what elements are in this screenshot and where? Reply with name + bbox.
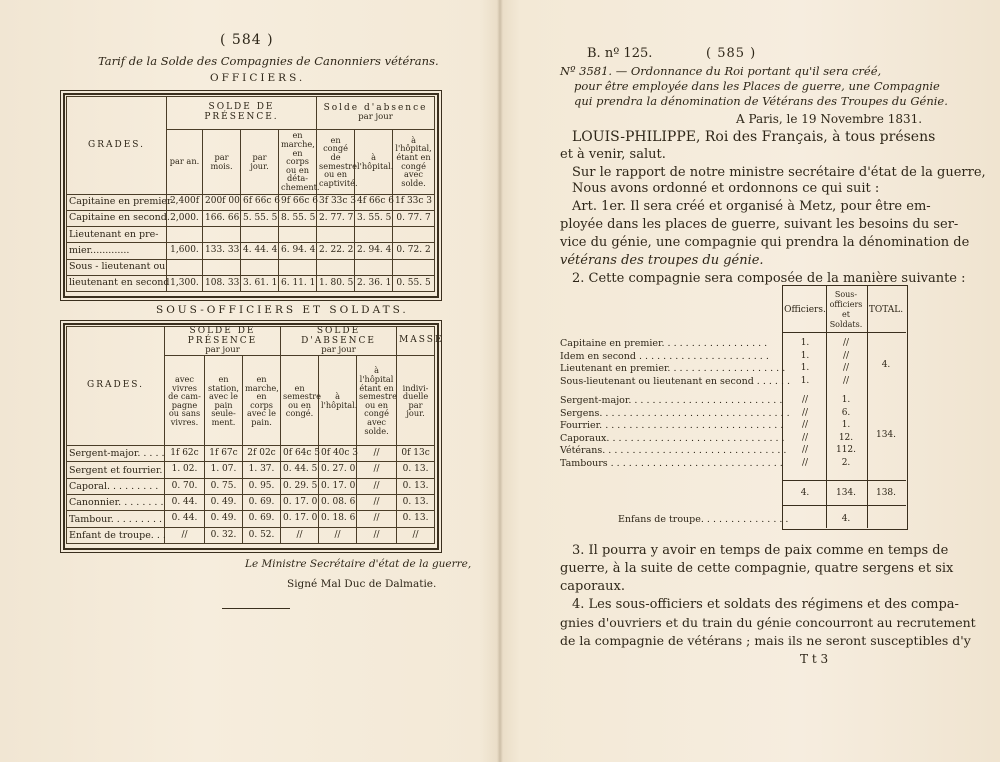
composition-sous-value: // bbox=[842, 375, 850, 386]
officer-cell-hopital: 2. 36. 1 bbox=[355, 275, 393, 291]
officer-cell-grade: Lieutenant en pre- bbox=[67, 227, 167, 243]
composition-total-rule bbox=[782, 480, 906, 481]
composition-label: Lieutenant en premier. . . . . . . . . . . . . . . . . . . . bbox=[560, 363, 786, 374]
soldier-cell-hopital: 0. 27. 0 bbox=[319, 462, 357, 478]
composition-sum-rule bbox=[782, 505, 906, 506]
sub-marche: en marche, en corps ou en déta-chement. bbox=[279, 129, 317, 194]
soldier-cell-marche: 0. 52. bbox=[243, 527, 281, 543]
officer-cell-mois bbox=[203, 227, 241, 243]
ordonnance-date: A Paris, le 19 Novembre 1831. bbox=[736, 112, 923, 126]
officers-heading: OFFICIERS. bbox=[210, 72, 306, 84]
soldier-cell-hopital: 0. 17. 0 bbox=[319, 478, 357, 494]
body-line-6: ployée dans les places de guerre, suivant les besoins du ser- bbox=[560, 217, 959, 232]
group-presence-soldiers-title: SOLDE DE PRÉSENCE bbox=[187, 326, 258, 346]
officer-cell-hopconge bbox=[393, 259, 435, 275]
officer-cell-hopital: 2. 94. 4 bbox=[355, 243, 393, 259]
composition-officiers-value: 1. bbox=[800, 363, 810, 373]
sub-station: en station, avec le pain seule-ment. bbox=[205, 356, 243, 446]
soldier-row bbox=[67, 462, 435, 478]
officer-cell-hopconge: 0. 77. 7 bbox=[393, 210, 435, 226]
officer-cell-hopconge: 1f 33c 3 bbox=[393, 194, 435, 210]
sub-conge-soldiers: en semestre ou en congé. bbox=[281, 356, 319, 446]
composition-label: Tambours . . . . . . . . . . . . . . . . . . . . . . . . . . . . . bbox=[560, 457, 783, 469]
soldier-cell-station: 0. 32. bbox=[205, 527, 243, 543]
group-absence-sub: par jour bbox=[358, 112, 393, 122]
soldier-cell-masse: 0. 13. bbox=[397, 511, 435, 527]
composition-label: Vétérans. . . . . . . . . . . . . . . . . . . . . . . . . . . . . . . bbox=[560, 445, 787, 456]
soldier-cell-grade: Enfant de troupe. . . bbox=[67, 527, 165, 543]
officer-cell-marche: 6. 94. 4 bbox=[279, 243, 317, 259]
officer-cell-mois: 133. 33 bbox=[203, 243, 241, 259]
officer-cell-an: 1,300. bbox=[167, 275, 203, 291]
officer-cell-conge: 2. 22. 2 bbox=[317, 243, 355, 259]
sum-total: 138. bbox=[875, 488, 897, 498]
composition-officiers-value: // bbox=[801, 407, 809, 418]
body-line-1: LOUIS-PHILIPPE, Roi des Français, à tous présens bbox=[572, 129, 936, 145]
body-line-2: et à venir, salut. bbox=[560, 147, 666, 162]
officer-cell-mois: 166. 66 bbox=[203, 210, 241, 226]
signature-minister: Le Ministre Secrétaire d'état de la guerre, bbox=[245, 558, 472, 570]
soldier-cell-station: 1. 07. bbox=[205, 462, 243, 478]
soldier-total: 134. bbox=[875, 430, 897, 440]
officer-cell-grade: Capitaine en premier bbox=[67, 194, 167, 210]
officer-row bbox=[67, 194, 435, 210]
officer-cell-hopital bbox=[355, 227, 393, 243]
soldier-cell-grade: Caporal. . . . . . . . . bbox=[67, 478, 165, 494]
officer-cell-grade: Sous - lieutenant ou bbox=[67, 259, 167, 275]
soldier-cell-vivres: 0. 44. bbox=[165, 511, 205, 527]
officer-cell-hopconge: 0. 55. 5 bbox=[393, 275, 435, 291]
body-line-9: 2. Cette compagnie sera composée de la manière suivante : bbox=[572, 271, 966, 286]
officer-cell-jour: 3. 61. 1 bbox=[241, 275, 279, 291]
soldier-cell-marche: 0. 95. bbox=[243, 478, 281, 494]
soldier-cell-hopconge: // bbox=[357, 446, 397, 462]
soldier-cell-conge: 0. 44. 5 bbox=[281, 462, 319, 478]
officer-cell-marche bbox=[279, 227, 317, 243]
enfants-value: 4. bbox=[841, 514, 851, 524]
tariff-title: Tarif de la Solde des Compagnies de Canonniers vétérans. bbox=[98, 54, 439, 68]
sub-mois: par mois. bbox=[203, 129, 241, 194]
enfants-label: Enfans de troupe. . . . . . . . . . . . . . . bbox=[618, 514, 789, 525]
officer-cell-conge: 2. 77. 7 bbox=[317, 210, 355, 226]
soldier-cell-hopital: 0. 08. 6 bbox=[319, 495, 357, 511]
soldier-cell-grade: Sergent et fourrier. bbox=[67, 462, 165, 478]
officer-cell-jour bbox=[241, 259, 279, 275]
composition-sous-value: 112. bbox=[835, 445, 857, 455]
composition-label: Fourrier. . . . . . . . . . . . . . . . . . . . . . . . . . . . . . . bbox=[560, 420, 784, 431]
soldier-row bbox=[67, 527, 435, 543]
sub-an: par an. bbox=[167, 129, 203, 194]
tail-line-5: gnies d'ouvriers et du train du génie concourront au recrutement bbox=[560, 615, 976, 630]
soldier-cell-station: 1f 67c bbox=[205, 446, 243, 462]
officer-cell-an: 2,400f bbox=[167, 194, 203, 210]
officer-cell-jour: 5. 55. 5 bbox=[241, 210, 279, 226]
soldier-cell-station: 0. 75. bbox=[205, 478, 243, 494]
soldier-cell-hopital: 0. 18. 6 bbox=[319, 511, 357, 527]
body-line-5: Art. 1er. Il sera créé et organisé à Metz, pour être em- bbox=[572, 199, 931, 214]
soldier-cell-hopconge: // bbox=[357, 478, 397, 494]
signature-name: Signé Mal Duc de Dalmatie. bbox=[287, 578, 437, 590]
tail-line-2: guerre, à la suite de cette compagnie, quatre sergens et six bbox=[560, 561, 954, 576]
sub-jour: par jour. bbox=[241, 129, 279, 194]
sub-masse: indivi-duelle par jour. bbox=[397, 356, 435, 446]
group-presence: SOLDE DE PRÉSENCE. bbox=[167, 97, 317, 130]
group-presence-soldiers-sub: par jour bbox=[205, 345, 240, 356]
soldier-cell-vivres: // bbox=[165, 527, 205, 543]
col-officiers: Officiers. bbox=[784, 305, 826, 315]
sub-hopital-conge: à l'hôpital, étant en congé avec solde. bbox=[393, 129, 435, 194]
composition-label: Sergent-major. . . . . . . . . . . . . . . . . . . . . . . . . . bbox=[560, 395, 783, 406]
composition-officiers-value: // bbox=[801, 395, 809, 405]
officer-row bbox=[67, 227, 435, 243]
officer-cell-conge bbox=[317, 259, 355, 275]
body-line-3: Sur le rapport de notre ministre secrétaire d'état de la guerre, bbox=[572, 165, 986, 180]
composition-sous-value: // bbox=[842, 338, 850, 348]
officer-cell-jour: 4. 44. 4 bbox=[241, 243, 279, 259]
soldier-cell-marche: 0. 69. bbox=[243, 495, 281, 511]
sub-hopital-soldiers: à l'hôpital. bbox=[319, 356, 357, 446]
tail-line-1: 3. Il pourra y avoir en temps de paix comme en temps de bbox=[572, 543, 949, 558]
officer-cell-marche: 9f 66c 6 bbox=[279, 194, 317, 210]
soldier-row bbox=[67, 511, 435, 527]
officer-row bbox=[67, 259, 435, 275]
composition-officiers-value: // bbox=[801, 432, 809, 443]
soldier-cell-vivres: 0. 44. bbox=[165, 495, 205, 511]
soldier-cell-grade: Tambour. . . . . . . . . bbox=[67, 511, 165, 527]
soldier-cell-grade: Canonnier. . . . . . . . bbox=[67, 495, 165, 511]
page-number-left: ( 584 ) bbox=[220, 32, 274, 48]
officer-cell-conge: 3f 33c 3 bbox=[317, 194, 355, 210]
soldier-cell-hopital: 0f 40c 3 bbox=[319, 446, 357, 462]
ordonnance-line-3: qui prendra la dénomination de Vétérans des Troupes du Génie. bbox=[574, 94, 948, 108]
group-presence-soldiers bbox=[165, 327, 281, 356]
officer-cell-mois bbox=[203, 259, 241, 275]
officer-cell-an: 1,600. bbox=[167, 243, 203, 259]
group-masse: MASSE bbox=[397, 327, 435, 356]
officer-cell-grade: mier............. bbox=[67, 243, 167, 259]
sum-sous: 134. bbox=[835, 488, 857, 498]
officer-cell-an: 2,000. bbox=[167, 210, 203, 226]
officer-cell-an bbox=[167, 227, 203, 243]
composition-sous-value: 1. bbox=[841, 395, 851, 405]
officer-cell-grade: Capitaine en second. bbox=[67, 210, 167, 226]
soldier-cell-conge: 0f 64c 5 bbox=[281, 446, 319, 462]
sub-conge: en congé de semestre ou en captivité. bbox=[317, 129, 355, 194]
tail-line-3: caporaux. bbox=[560, 579, 625, 594]
composition-sous-value: 6. bbox=[841, 407, 851, 418]
body-line-7: vice du génie, une compagnie qui prendra la dénomination de bbox=[560, 235, 970, 250]
soldier-cell-conge: 0. 17. 0 bbox=[281, 495, 319, 511]
soldier-cell-vivres: 1. 02. bbox=[165, 462, 205, 478]
soldier-cell-hopconge: // bbox=[357, 495, 397, 511]
sub-hopital-conge-soldiers: à l'hôpital étant en semestre ou en congé avec solde. bbox=[357, 356, 397, 446]
soldier-row bbox=[67, 446, 435, 462]
composition-sous-value: 12. bbox=[838, 432, 854, 443]
soldier-cell-masse: 0f 13c bbox=[397, 446, 435, 462]
soldier-cell-masse: 0. 13. bbox=[397, 462, 435, 478]
sub-vivres: avec vivres de cam-pagne ou sans vivres. bbox=[165, 356, 205, 446]
soldier-cell-conge: 0. 17. 0 bbox=[281, 511, 319, 527]
soldier-cell-hopconge: // bbox=[357, 527, 397, 543]
right-page bbox=[500, 0, 1000, 762]
officer-total: 4. bbox=[881, 360, 891, 370]
soldiers-heading: SOUS-OFFICIERS ET SOLDATS. bbox=[156, 304, 409, 316]
officer-cell-conge: 1. 80. 5 bbox=[317, 275, 355, 291]
officer-cell-hopconge: 0. 72. 2 bbox=[393, 243, 435, 259]
officer-cell-marche bbox=[279, 259, 317, 275]
body-line-8: vétérans des troupes du génie. bbox=[560, 253, 764, 268]
soldier-cell-marche: 2f 02c bbox=[243, 446, 281, 462]
col-grades: GRADES. bbox=[67, 97, 167, 195]
composition-officiers-value: 1. bbox=[800, 350, 810, 361]
composition-officiers-value: // bbox=[801, 420, 809, 430]
officer-cell-marche: 6. 11. 1 bbox=[279, 275, 317, 291]
composition-officiers-value: // bbox=[801, 445, 809, 455]
group-absence bbox=[317, 97, 435, 130]
composition-officiers-value: 1. bbox=[800, 338, 810, 348]
officer-cell-jour bbox=[241, 227, 279, 243]
col-total: TOTAL. bbox=[868, 305, 904, 315]
officer-row bbox=[67, 243, 435, 259]
group-absence-soldiers-sub: par jour bbox=[321, 345, 356, 356]
soldier-cell-grade: Sergent-major. . . . . bbox=[67, 446, 165, 462]
sum-officiers: 4. bbox=[800, 488, 810, 498]
signature-mark: T t 3 bbox=[800, 652, 829, 666]
officer-cell-marche: 8. 55. 5 bbox=[279, 210, 317, 226]
soldier-row bbox=[67, 478, 435, 494]
composition-officiers-value: // bbox=[801, 457, 809, 468]
soldier-cell-masse: 0. 13. bbox=[397, 495, 435, 511]
composition-header-rule bbox=[782, 332, 906, 333]
tail-line-4: 4. Les sous-officiers et soldats des régimens et des compa- bbox=[572, 597, 959, 612]
col-grades-soldiers: GRADES. bbox=[67, 327, 165, 446]
officer-cell-mois: 108. 33 bbox=[203, 275, 241, 291]
composition-label: Caporaux. . . . . . . . . . . . . . . . . . . . . . . . . . . . . . bbox=[560, 432, 785, 444]
group-absence-title: Solde d'absence bbox=[323, 102, 428, 113]
officer-cell-grade: lieutenant en second bbox=[67, 275, 167, 291]
col-sous-officiers: Sous-officiers et Soldats. bbox=[829, 290, 863, 329]
composition-label: Capitaine en premier. . . . . . . . . . . . . . . . . . bbox=[560, 338, 768, 349]
soldier-cell-hopital: // bbox=[319, 527, 357, 543]
soldier-row bbox=[67, 495, 435, 511]
officer-cell-hopital: 3. 55. 5 bbox=[355, 210, 393, 226]
group-absence-soldiers bbox=[281, 327, 397, 356]
soldier-cell-station: 0. 49. bbox=[205, 495, 243, 511]
composition-sous-value: // bbox=[842, 363, 850, 373]
officer-cell-mois: 200f 00 bbox=[203, 194, 241, 210]
soldier-cell-hopconge: // bbox=[357, 462, 397, 478]
closing-rule bbox=[222, 608, 290, 609]
soldier-cell-hopconge: // bbox=[357, 511, 397, 527]
soldier-cell-conge: 0. 29. 5 bbox=[281, 478, 319, 494]
bulletin-number: B. nº 125. bbox=[587, 46, 653, 61]
officer-cell-hopconge bbox=[393, 227, 435, 243]
officers-table bbox=[66, 96, 435, 292]
officer-row bbox=[67, 210, 435, 226]
composition-label: Sergens. . . . . . . . . . . . . . . . . . . . . . . . . . . . . . . . bbox=[560, 407, 790, 419]
officer-cell-jour: 6f 66c 6 bbox=[241, 194, 279, 210]
group-absence-soldiers-title: SOLDE D'ABSENCE bbox=[301, 326, 376, 346]
body-line-4: Nous avons ordonné et ordonnons ce qui suit : bbox=[572, 181, 880, 196]
sub-marche-soldiers: en marche, en corps avec le pain. bbox=[243, 356, 281, 446]
composition-sous-value: 1. bbox=[841, 420, 851, 430]
officer-cell-conge bbox=[317, 227, 355, 243]
officer-row bbox=[67, 275, 435, 291]
soldier-cell-station: 0. 49. bbox=[205, 511, 243, 527]
soldier-cell-vivres: 1f 62c bbox=[165, 446, 205, 462]
soldiers-table bbox=[66, 326, 444, 544]
composition-sous-value: 2. bbox=[841, 457, 851, 468]
ordonnance-line-1: Nº 3581. — Ordonnance du Roi portant qu'il sera créé, bbox=[560, 64, 882, 78]
soldier-cell-marche: 0. 69. bbox=[243, 511, 281, 527]
composition-label: Idem en second . . . . . . . . . . . . . . . . . . . . . . bbox=[560, 350, 769, 362]
officer-cell-hopital: 4f 66c 6 bbox=[355, 194, 393, 210]
officer-cell-hopital bbox=[355, 259, 393, 275]
officer-cell-an bbox=[167, 259, 203, 275]
soldier-cell-masse: // bbox=[397, 527, 435, 543]
soldier-cell-marche: 1. 37. bbox=[243, 462, 281, 478]
ordonnance-line-2: pour être employée dans les Places de guerre, une Compagnie bbox=[574, 79, 940, 93]
composition-label: Sous-lieutenant ou lieutenant en second . . . . . . bbox=[560, 375, 791, 387]
soldier-cell-vivres: 0. 70. bbox=[165, 478, 205, 494]
composition-officiers-value: 1. bbox=[800, 375, 810, 386]
soldier-cell-masse: 0. 13. bbox=[397, 478, 435, 494]
page-number-right: ( 585 ) bbox=[706, 46, 757, 61]
soldier-cell-conge: // bbox=[281, 527, 319, 543]
composition-sous-value: // bbox=[842, 350, 850, 361]
tail-line-6: de la compagnie de vétérans ; mais ils ne seront susceptibles d'y bbox=[560, 633, 971, 648]
sub-hopital: à l'hôpital. bbox=[355, 129, 393, 194]
